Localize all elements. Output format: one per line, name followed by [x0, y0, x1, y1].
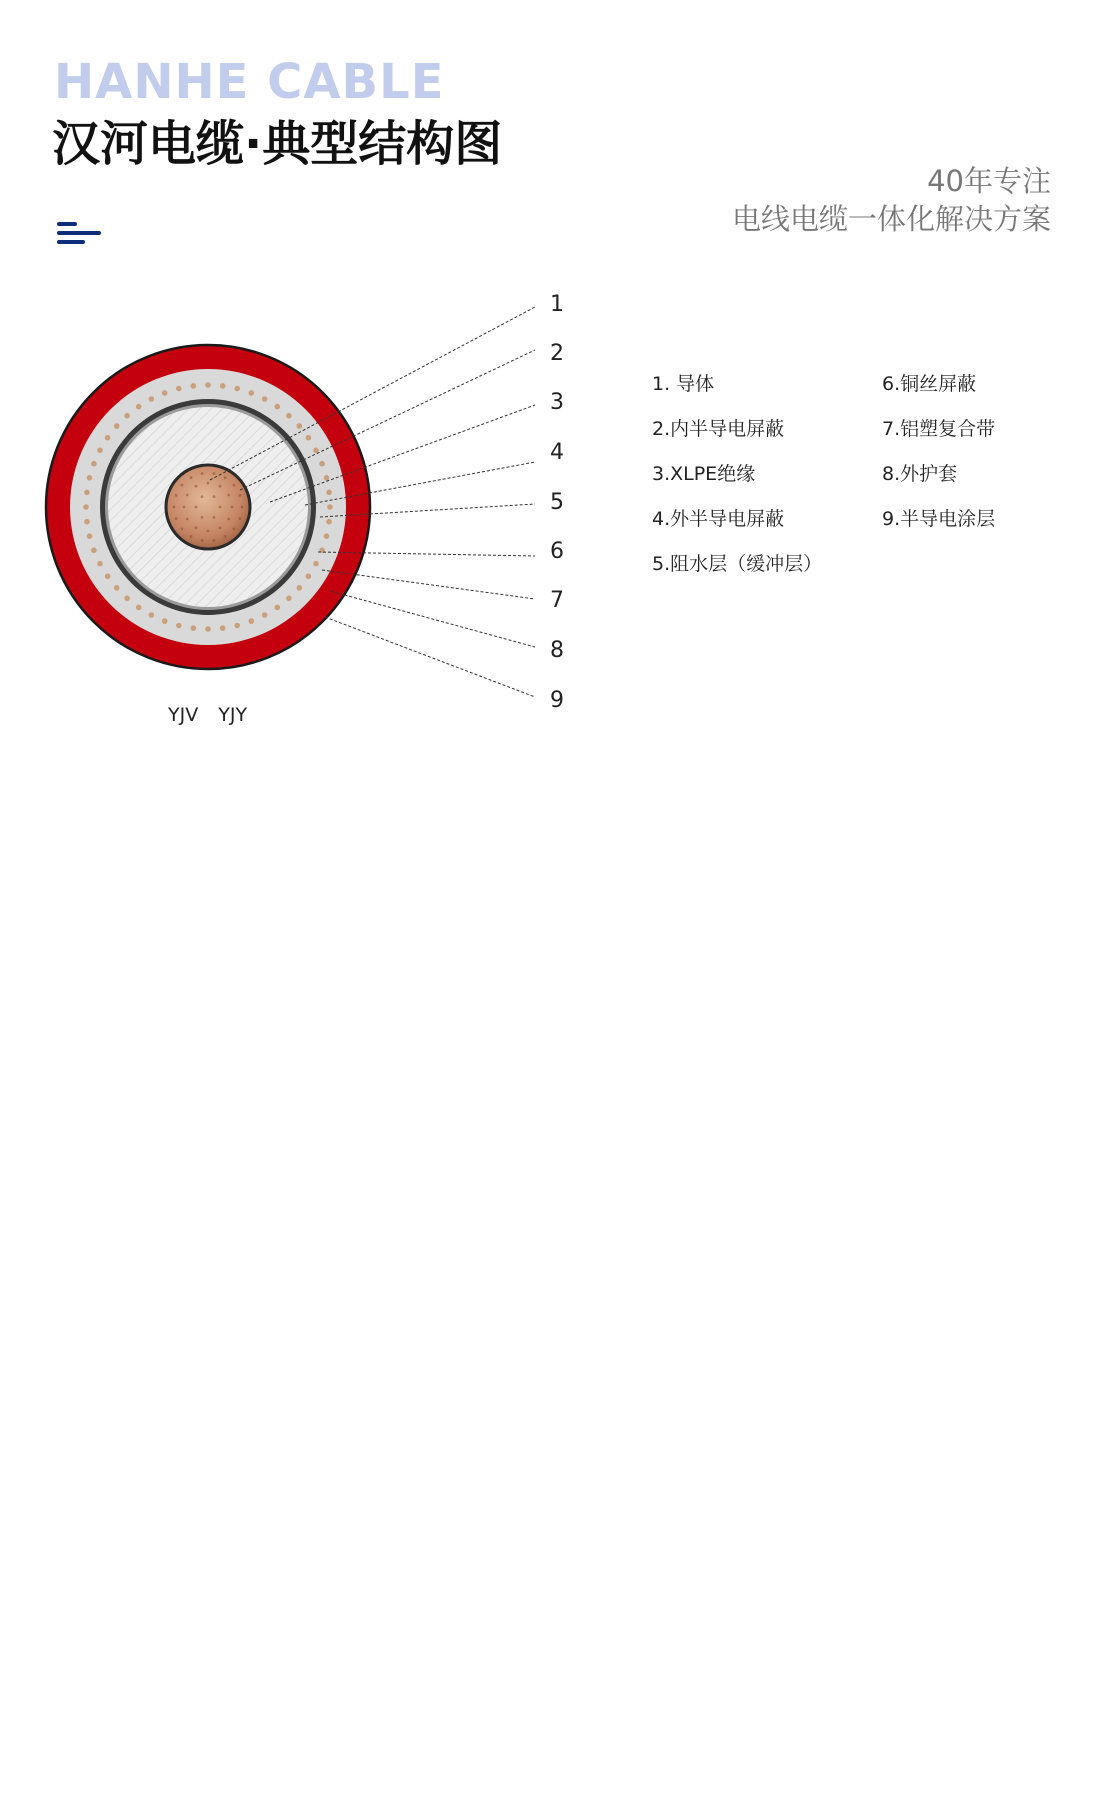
copper-wire-dot	[319, 461, 325, 467]
copper-wire-dot	[87, 533, 93, 539]
copper-wire-dot	[162, 390, 168, 396]
slogan-line-1: 40年专注	[927, 164, 1051, 198]
conductor-strand	[213, 539, 216, 542]
copper-wire-dot	[234, 386, 240, 392]
conductor-strand	[231, 506, 234, 509]
conductor-strand	[175, 517, 178, 520]
copper-wire-dot	[205, 626, 211, 632]
brand-english: HANHE CABLE	[54, 54, 445, 110]
copper-wire-dot	[275, 404, 281, 410]
legend-item: 1. 导体	[652, 373, 715, 395]
callout-4: 4	[550, 440, 564, 465]
copper-wire-dot	[313, 448, 319, 454]
copper-wire-dot	[306, 435, 312, 441]
copper-wire-dot	[149, 396, 155, 402]
copper-wire-dot	[234, 623, 240, 629]
copper-wire-dot	[262, 612, 268, 618]
copper-wire-dot	[324, 533, 330, 539]
slogan	[732, 162, 1051, 238]
legend-left-column	[652, 372, 822, 597]
copper-wire-dot	[84, 490, 90, 496]
conductor-strand	[186, 494, 189, 497]
legend-item: 3.XLPE绝缘	[652, 463, 756, 485]
conductor-strand	[213, 516, 216, 519]
copper-wire-dot	[87, 475, 93, 481]
conductor-strand	[213, 472, 216, 475]
conductor-strand	[175, 494, 178, 497]
copper-wire-dot	[105, 574, 111, 580]
conductor-strand	[195, 506, 198, 509]
copper-wire-dot	[176, 386, 182, 392]
conductor-strand	[201, 472, 204, 475]
copper-wire-dot	[114, 423, 120, 429]
copper-wire-dot	[91, 548, 97, 554]
callout-2: 2	[550, 341, 564, 366]
conductor-strand	[173, 506, 176, 509]
menu-icon[interactable]	[57, 222, 101, 248]
copper-wire-dot	[326, 490, 332, 496]
conductor-strand	[181, 484, 184, 487]
callout-9: 9	[550, 688, 564, 713]
copper-wire-dot	[220, 625, 226, 631]
callout-3: 3	[550, 390, 564, 415]
copper-wire-dot	[124, 413, 130, 419]
conductor-strand	[224, 476, 227, 479]
conductor-strand	[190, 535, 193, 538]
legend-right-column	[882, 372, 995, 552]
copper-wire-dot	[97, 561, 103, 567]
conductor-strand	[201, 516, 204, 519]
copper-wire-dot	[262, 396, 268, 402]
copper-wire-dot	[162, 618, 168, 624]
slogan-line-2: 电线电缆一体化解决方案	[731, 202, 1051, 236]
legend-item: 9.半导电涂层	[882, 508, 996, 530]
copper-wire-dot	[83, 504, 89, 510]
conductor-strand	[224, 535, 227, 538]
copper-wire-dot	[324, 475, 330, 481]
legend-item: 8.外护套	[882, 463, 958, 485]
page-title: 汉河电缆·典型结构图	[52, 116, 503, 172]
legend-item: 7.铝塑复合带	[882, 418, 996, 440]
copper-wire-dot	[114, 585, 120, 591]
copper-wire-dot	[191, 625, 197, 631]
legend-item: 6.铜丝屏蔽	[882, 373, 977, 395]
callout-6: 6	[550, 539, 564, 564]
conductor-strand	[239, 494, 242, 497]
conductor-strand	[186, 518, 189, 521]
copper-wire-dot	[249, 390, 255, 396]
copper-wire-dot	[97, 448, 103, 454]
copper-wire-dot	[191, 383, 197, 389]
copper-wire-dot	[275, 605, 281, 611]
conductor	[166, 465, 250, 549]
copper-wire-dot	[297, 585, 303, 591]
copper-wire-dot	[249, 618, 255, 624]
copper-wire-dot	[306, 574, 312, 580]
cable-cross-section-svg	[0, 280, 600, 740]
copper-wire-dot	[297, 423, 303, 429]
copper-wire-dot	[286, 596, 292, 602]
copper-wire-dot	[326, 519, 332, 525]
cable-type-label: YJV YJY	[168, 704, 248, 726]
copper-wire-dot	[149, 612, 155, 618]
conductor-strand	[219, 485, 222, 488]
conductor-strand	[219, 506, 222, 509]
conductor-strand	[201, 539, 204, 542]
conductor-strand	[190, 476, 193, 479]
conductor-strand	[239, 517, 242, 520]
legend-item: 2.内半导电屏蔽	[652, 418, 785, 440]
conductor-strand	[201, 495, 204, 498]
copper-wire-dot	[124, 596, 130, 602]
conductor-strand	[207, 482, 210, 485]
callout-8: 8	[550, 638, 564, 663]
conductor-strand	[219, 526, 222, 529]
conductor-strand	[207, 530, 210, 533]
copper-wire-dot	[105, 435, 111, 441]
copper-wire-dot	[176, 623, 182, 629]
conductor-strand	[241, 506, 244, 509]
conductor-strand	[181, 528, 184, 531]
copper-wire-dot	[91, 461, 97, 467]
copper-wire-dot	[286, 413, 292, 419]
conductor-strand	[227, 494, 230, 497]
copper-wire-dot	[136, 404, 142, 410]
callout-7: 7	[550, 588, 564, 613]
copper-wire-dot	[84, 519, 90, 525]
copper-wire-dot	[327, 504, 333, 510]
callout-1: 1	[550, 292, 564, 317]
conductor-strand	[195, 526, 198, 529]
legend-item: 4.外半导电屏蔽	[652, 508, 785, 530]
copper-wire-dot	[205, 382, 211, 388]
conductor-strand	[183, 506, 186, 509]
copper-wire-dot	[220, 383, 226, 389]
cable-cross-section-diagram	[0, 280, 600, 740]
copper-wire-dot	[313, 561, 319, 567]
conductor-strand	[233, 484, 236, 487]
conductor-strand	[195, 485, 198, 488]
legend-item: 5.阻水层（缓冲层）	[652, 553, 823, 575]
conductor-strand	[233, 528, 236, 531]
conductor-strand	[227, 518, 230, 521]
copper-wire-dot	[136, 605, 142, 611]
callout-5: 5	[550, 490, 564, 515]
conductor-strand	[213, 495, 216, 498]
